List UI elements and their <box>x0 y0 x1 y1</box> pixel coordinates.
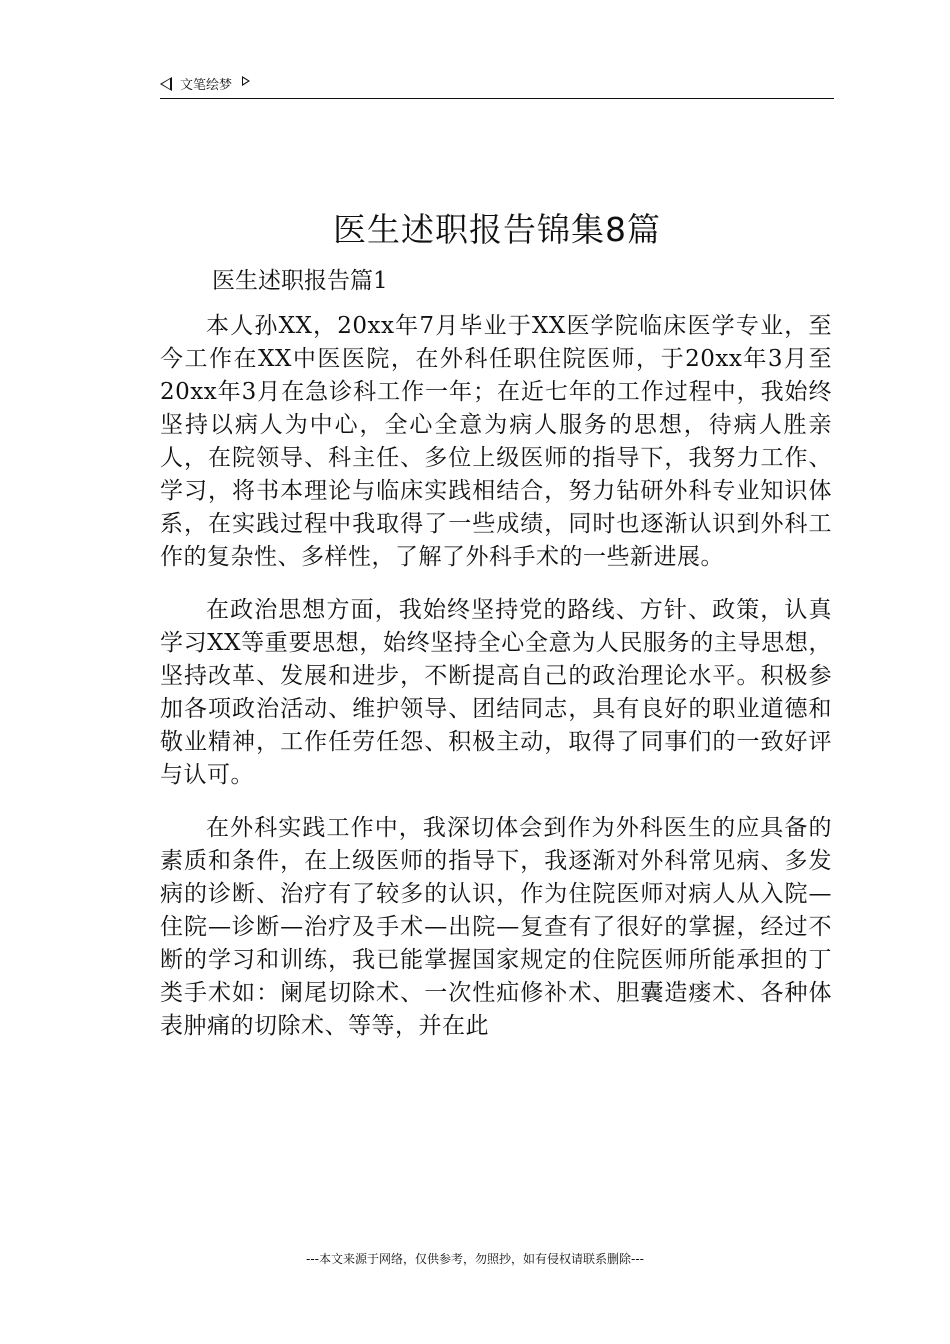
header-brand: 文笔绘梦 <box>180 78 233 93</box>
footer-notice: ---本文来源于网络，仅供参考，勿照抄，如有侵权请联系删除--- <box>306 1252 644 1266</box>
page-header <box>160 72 834 99</box>
paragraph-3: 在外科实践工作中，我深切体会到作为外科医生的应具备的素质和条件，在上级医师的指导下，我逐渐对外科常见病、多发病的诊断、治疗有了较多的认识，作为住院医师对病人从入院—住院—诊断—治疗及手术—出院—复查有了很好的掌握，经过不断的学习和训练，我已能掌握国家规定的住院医师所能承担的丁类手术如：阑尾切除术、一次性疝修补术、胆囊造瘘术、各种体表肿痛的切除术、等等，并在此 <box>160 815 832 1039</box>
document-subtitle: 医生述职报告篇1 <box>212 268 388 294</box>
right-triangle-icon <box>242 76 250 86</box>
document-body <box>160 310 832 1063</box>
left-triangle-icon <box>160 77 172 91</box>
paragraph-1: 本人孙XX，20xx年7月毕业于XX医学院临床医学专业，至今工作在XX中医医院，在外科任职住院医师，于20xx年3月至20xx年3月在急诊科工作一年；在近七年的工作过程中，我始终坚持以病人为中心，全心全意为病人服务的思想，待病人胜亲人，在院领导、科主任、多位上级医师的指导下，我努力工作、学习，将书本理论与临床实践相结合，努力钻研外科专业知识体系，在实践过程中我取得了一些成绩，同时也逐渐认识到外科工作的复杂性、多样性，了解了外科手术的一些新进展。 <box>160 313 832 570</box>
paragraph-2: 在政治思想方面，我始终坚持党的路线、方针、政策，认真学习XX等重要思想，始终坚持全心全意为人民服务的主导思想，坚持改革、发展和进步，不断提高自己的政治理论水平。积极参加各项政治活动、维护领导、团结同志，具有良好的职业道德和敬业精神，工作任劳任怨、积极主动，取得了同事们的一致好评与认可。 <box>160 597 832 788</box>
document-title: 医生述职报告锦集8篇 <box>333 210 661 249</box>
header-brand-group <box>160 74 250 93</box>
